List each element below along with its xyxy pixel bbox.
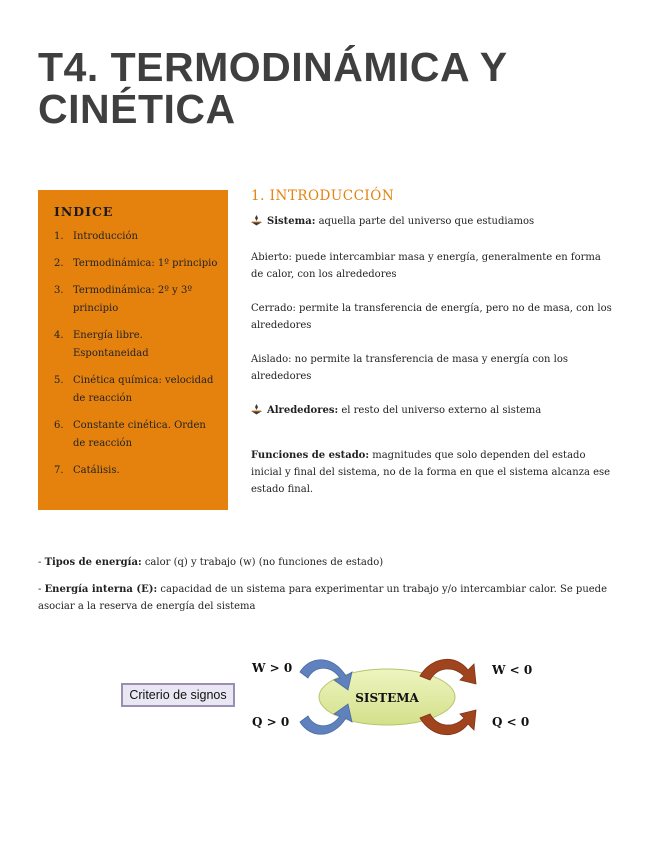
index-item: 1. Introducción (54, 228, 218, 246)
index-item: 6. Constante cinética. Orden de reacción (54, 417, 218, 453)
index-item-label: Constante cinética. Orden de reacción (73, 420, 206, 449)
page-title: T4. TERMODINÁMICA Y CINÉTICA (38, 44, 507, 132)
criterio-signos-label: Criterio de signos (121, 683, 235, 707)
funciones-definition (251, 447, 613, 498)
index-item: 7. Catálisis. (54, 462, 218, 480)
bullet-arrow-icon (251, 404, 267, 421)
tipos-def: calor (q) y trabajo (w) (no funciones de estado) (144, 557, 384, 568)
index-item-label: Cinética química: velocidad de reacción (73, 375, 214, 404)
sistema-term: Sistema: (267, 216, 316, 227)
w-positive-label: W > 0 (252, 661, 293, 675)
interna-def: capacidad de un sistema para experimentar un trabajo y/o intercambiar calor. Se puede asociar a la reserva de energía del sistema (38, 584, 607, 612)
funciones-def: magnitudes que solo dependen del estado inicial y final del sistema, no de la forma en que el sistema alcanza ese estado final. (251, 450, 611, 495)
index-item: 3. Termodinámica: 2º y 3º principio (54, 282, 218, 318)
index-item: 4. Energía libre. Espontaneidad (54, 327, 218, 363)
index-item-label: Introducción (73, 231, 138, 242)
index-item: 5. Cinética química: velocidad de reacción (54, 372, 218, 408)
energy-section (38, 554, 628, 625)
bullet-arrow-icon (251, 215, 267, 232)
abierto-text: Abierto: puede intercambiar masa y energía, generalmente en forma de calor, con los alrededores (251, 252, 601, 280)
q-positive-label: Q > 0 (252, 715, 290, 729)
alrededores-def: el resto del universo externo al sistema (341, 405, 542, 416)
sistema-definition (251, 213, 613, 232)
alrededores-term: Alrededores: (267, 405, 339, 416)
intro-section (251, 188, 613, 498)
index-item-label: Termodinámica: 2º y 3º principio (73, 285, 193, 314)
q-negative-label: Q < 0 (492, 715, 530, 729)
index-list (54, 228, 218, 480)
tipos-term: Tipos de energía: (44, 557, 142, 568)
sistema-label: SISTEMA (355, 691, 419, 705)
funciones-term: Funciones de estado: (251, 450, 370, 461)
tipos-energia: - Tipos de energía: calor (q) y trabajo (w) (no funciones de estado) (38, 557, 384, 568)
cerrado-text: Cerrado: permite la transferencia de energía, pero no de masa, con los alrededores (251, 303, 612, 331)
sign-convention-diagram (248, 650, 538, 746)
index-item-label: Termodinámica: 1º principio (73, 258, 218, 269)
sistema-def: aquella parte del universo que estudiamos (318, 216, 535, 227)
section-heading: 1. INTRODUCCIÓN (251, 188, 395, 204)
index-item-label: Energía libre. Espontaneidad (73, 330, 149, 359)
w-negative-label: W < 0 (492, 663, 533, 677)
index-heading: INDICE (54, 204, 114, 219)
interna-term: Energía interna (E): (44, 584, 158, 595)
index-box (38, 190, 228, 510)
aislado-text: Aislado: no permite la transferencia de masa y energía con los alrededores (251, 354, 569, 382)
index-item: 2. Termodinámica: 1º principio (54, 255, 218, 273)
alrededores-definition (251, 402, 613, 421)
index-item-label: Catálisis. (73, 465, 120, 476)
energia-interna: - Energía interna (E): capacidad de un sistema para experimentar un trabajo y/o intercambiar calor. Se puede asociar a la reserva de energía del sistema (38, 584, 607, 612)
